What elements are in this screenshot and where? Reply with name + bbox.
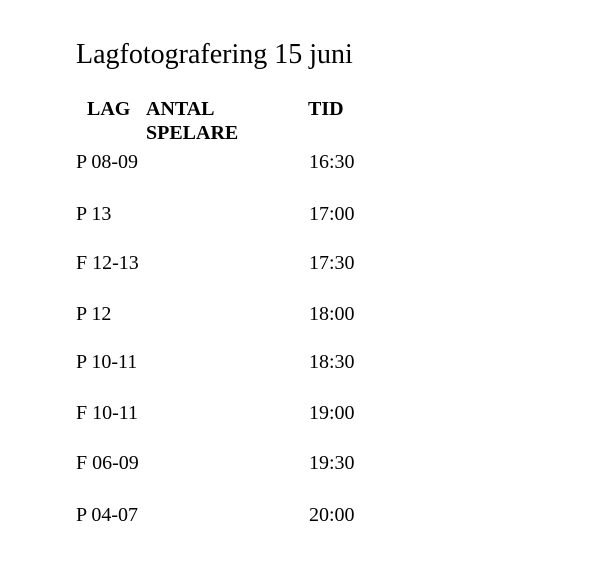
time-cell: 17:00 [309, 203, 355, 225]
table-row [0, 301, 600, 327]
header-tid: TID [308, 98, 344, 120]
time-cell: 20:00 [309, 504, 355, 526]
time-cell: 17:30 [309, 252, 355, 274]
team-cell: P 10-11 [76, 351, 138, 373]
table-row [0, 450, 600, 476]
time-cell: 18:30 [309, 351, 355, 373]
team-cell: F 10-11 [76, 402, 139, 424]
table-row [0, 349, 600, 375]
table-row [0, 201, 600, 227]
table-row [0, 502, 600, 528]
header-antal-spelare: ANTAL SPELARE [146, 98, 239, 144]
team-cell: F 06-09 [76, 452, 139, 474]
time-cell: 19:00 [309, 402, 355, 424]
table-row [0, 149, 600, 175]
header-lag: LAG [87, 98, 131, 120]
time-cell: 19:30 [309, 452, 355, 474]
time-cell: 16:30 [309, 151, 355, 173]
table-row [0, 400, 600, 426]
table-row [0, 250, 600, 276]
document-title: Lagfotografering 15 juni [76, 39, 353, 70]
team-cell: P 13 [76, 203, 112, 225]
time-cell: 18:00 [309, 303, 355, 325]
team-cell: F 12-13 [76, 252, 139, 274]
team-cell: P 12 [76, 303, 112, 325]
team-cell: P 04-07 [76, 504, 139, 526]
team-cell: P 08-09 [76, 151, 139, 173]
